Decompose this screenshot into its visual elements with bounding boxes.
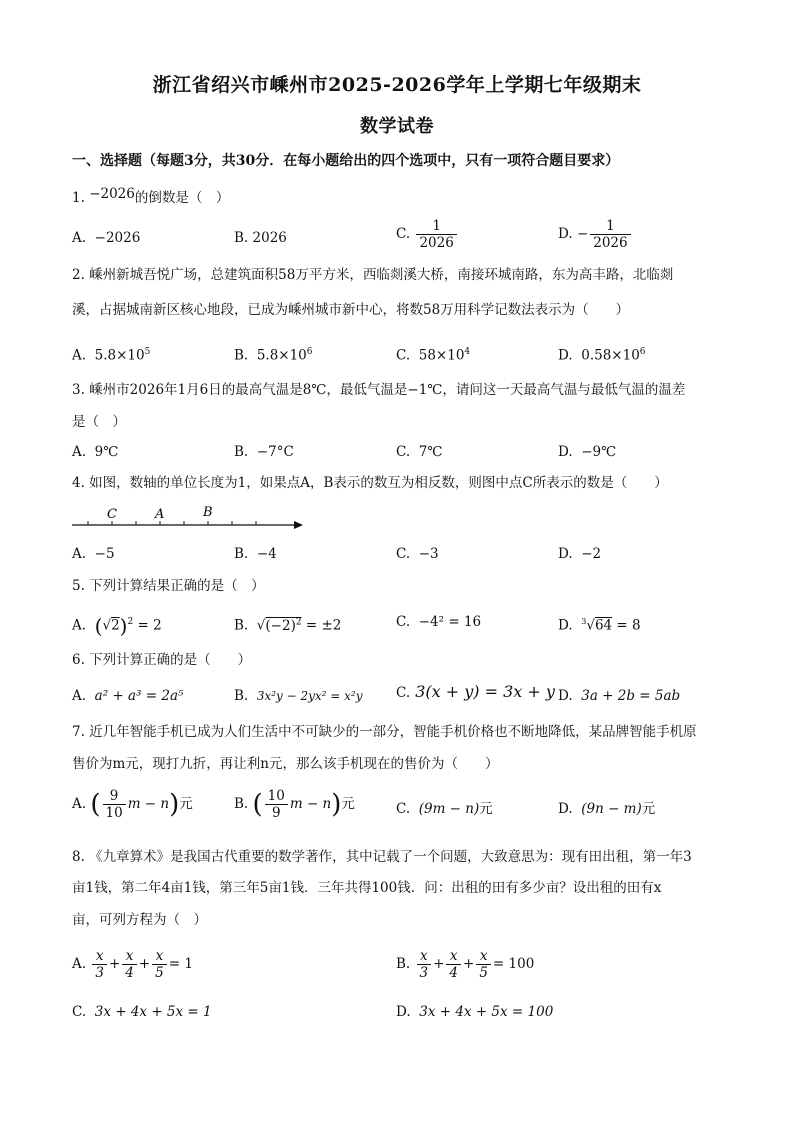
q1-option-b[interactable]: B. 2026 [234,230,287,246]
question-8-line3: 亩，可列方程为（ ） [72,912,207,928]
question-8-line2: 亩1钱，第二年4亩1钱，第三年5亩1钱．三年共得100钱．问：出租的田有多少亩？设出租的田有x [72,880,662,896]
q6-option-d[interactable]: D. 3a + 2b = 5ab [558,688,681,704]
page-subtitle: 数学试卷 [360,116,434,137]
question-7-line1: 7. 近几年智能手机已成为人们生活中不可缺少的一部分，智能手机价格也不断地降低，某品牌智能手机原 [72,724,697,740]
question-2-line1: 2. 嵊州新城吾悦广场，总建筑面积58万平方米，西临剡溪大桥，南接环城南路，东为高丰路，北临剡 [72,267,674,283]
q2-option-c[interactable]: C. $58\times 10^4$ [396,347,471,364]
question-3-line1: 3. 嵊州市2026年1月6日的最高气温是8℃，最低气温是−1℃，请问这一天最高气温与最低气温的温差 [72,382,686,398]
q5-option-d[interactable]: D. $^3$√64 = 8 [558,617,641,634]
q5-option-b[interactable]: B. $√(-2)^2 = \pm 2$ [234,617,342,634]
q8-option-c[interactable]: C. 3x + 4x + 5x = 1 [72,1004,212,1020]
question-1 [72,188,722,208]
q6-option-c[interactable]: C. 3(x + y) = 3x + y [396,682,555,701]
q6-option-a[interactable]: A. a² + a³ = 2a⁵ [72,688,184,704]
q2-option-b[interactable]: B. $5.8\times 10^6$ [234,347,313,364]
q7-option-c[interactable]: C. (9m − n)元 [396,801,493,817]
point-b-label: B [203,505,213,520]
q3-option-b[interactable]: B. −7°C [234,444,294,460]
question-4-stem: 4. 如图，数轴的单位长度为1，如果点A，B表示的数互为相反数，则图中点C所表示的数是（ ） [72,475,668,491]
q3-option-d[interactable]: D. −9℃ [558,444,617,460]
q4-option-b[interactable]: B. −4 [234,546,277,562]
q1-number: 1. [72,190,85,206]
q8-option-b[interactable]: B. $\frac{x}{3}$ + $\frac{x}{4}$ + $\frac{x}{5}$ = 100 [396,948,535,981]
question-5-stem: 5. 下列计算结果正确的是（ ） [72,578,265,594]
q7-option-a[interactable]: A. ( $\frac{9}{10}$ m − n)元 [72,788,193,821]
question-7-line2: 售价为m元，现打九折，再让利n元，那么该手机现在的售价为（ ） [72,756,499,772]
q1-c-fraction: $\frac{1}{2026}$ [416,218,456,251]
q1-option-c[interactable]: C. $\frac{1}{2026}$ [396,218,459,251]
number-line [72,505,304,535]
q5-option-c[interactable]: C. −4² = 16 [396,614,482,630]
q1-d-fraction: $\frac{1}{2026}$ [590,218,630,251]
q7-option-d[interactable]: D. (9n − m)元 [558,801,656,817]
q2-option-a[interactable]: A. $5.8\times 10^5$ [72,347,151,364]
question-6-stem: 6. 下列计算正确的是（ ） [72,652,252,668]
q5-option-a[interactable]: A. $(√2)^2 = 2$ [72,614,162,638]
q3-option-c[interactable]: C. 7℃ [396,444,443,460]
q4-option-d[interactable]: D. −2 [558,546,602,562]
q8-option-d[interactable]: D. 3x + 4x + 5x = 100 [396,1004,554,1020]
q1-option-a[interactable]: A. −2026 [72,230,141,246]
question-3-line2: 是（ ） [72,414,126,430]
q3-option-a[interactable]: A. 9℃ [72,444,119,460]
section-heading: 一、选择题（每题3分，共30分．在每小题给出的四个选项中，只有一项符合题目要求） [72,153,620,169]
q4-option-c[interactable]: C. −3 [396,546,439,562]
q1-text: 的倒数是（ ） [134,190,230,206]
q1-option-d[interactable]: D. − $\frac{1}{2026}$ [558,218,633,251]
q4-option-a[interactable]: A. −5 [72,546,115,562]
number-line-arrow [294,521,303,529]
q1-math: −2026 [89,186,135,202]
point-a-label: A [155,507,165,522]
question-8-line1: 8. 《九章算术》是我国古代重要的数学著作，其中记载了一个问题，大致意思为：现有田出租，第一年3 [72,849,692,865]
q6-option-b[interactable]: B. 3x²y − 2yx² = x²y [234,688,363,704]
q7-option-b[interactable]: B. ( $\frac{10}{9}$ m − n)元 [234,788,355,821]
q8-option-a[interactable]: A. $\frac{x}{3}$ + $\frac{x}{4}$ + $\frac{x}{5}$ = 1 [72,948,193,981]
page-title: 浙江省绍兴市嵊州市2025-2026学年上学期七年级期末 [152,74,642,96]
question-2-line2: 溪，占据城南新区核心地段，已成为嵊州城市新中心，将数58万用科学记数法表示为（ ） [72,302,630,318]
q2-option-d[interactable]: D. $0.58\times 10^6$ [558,347,646,364]
point-c-label: C [107,507,117,522]
